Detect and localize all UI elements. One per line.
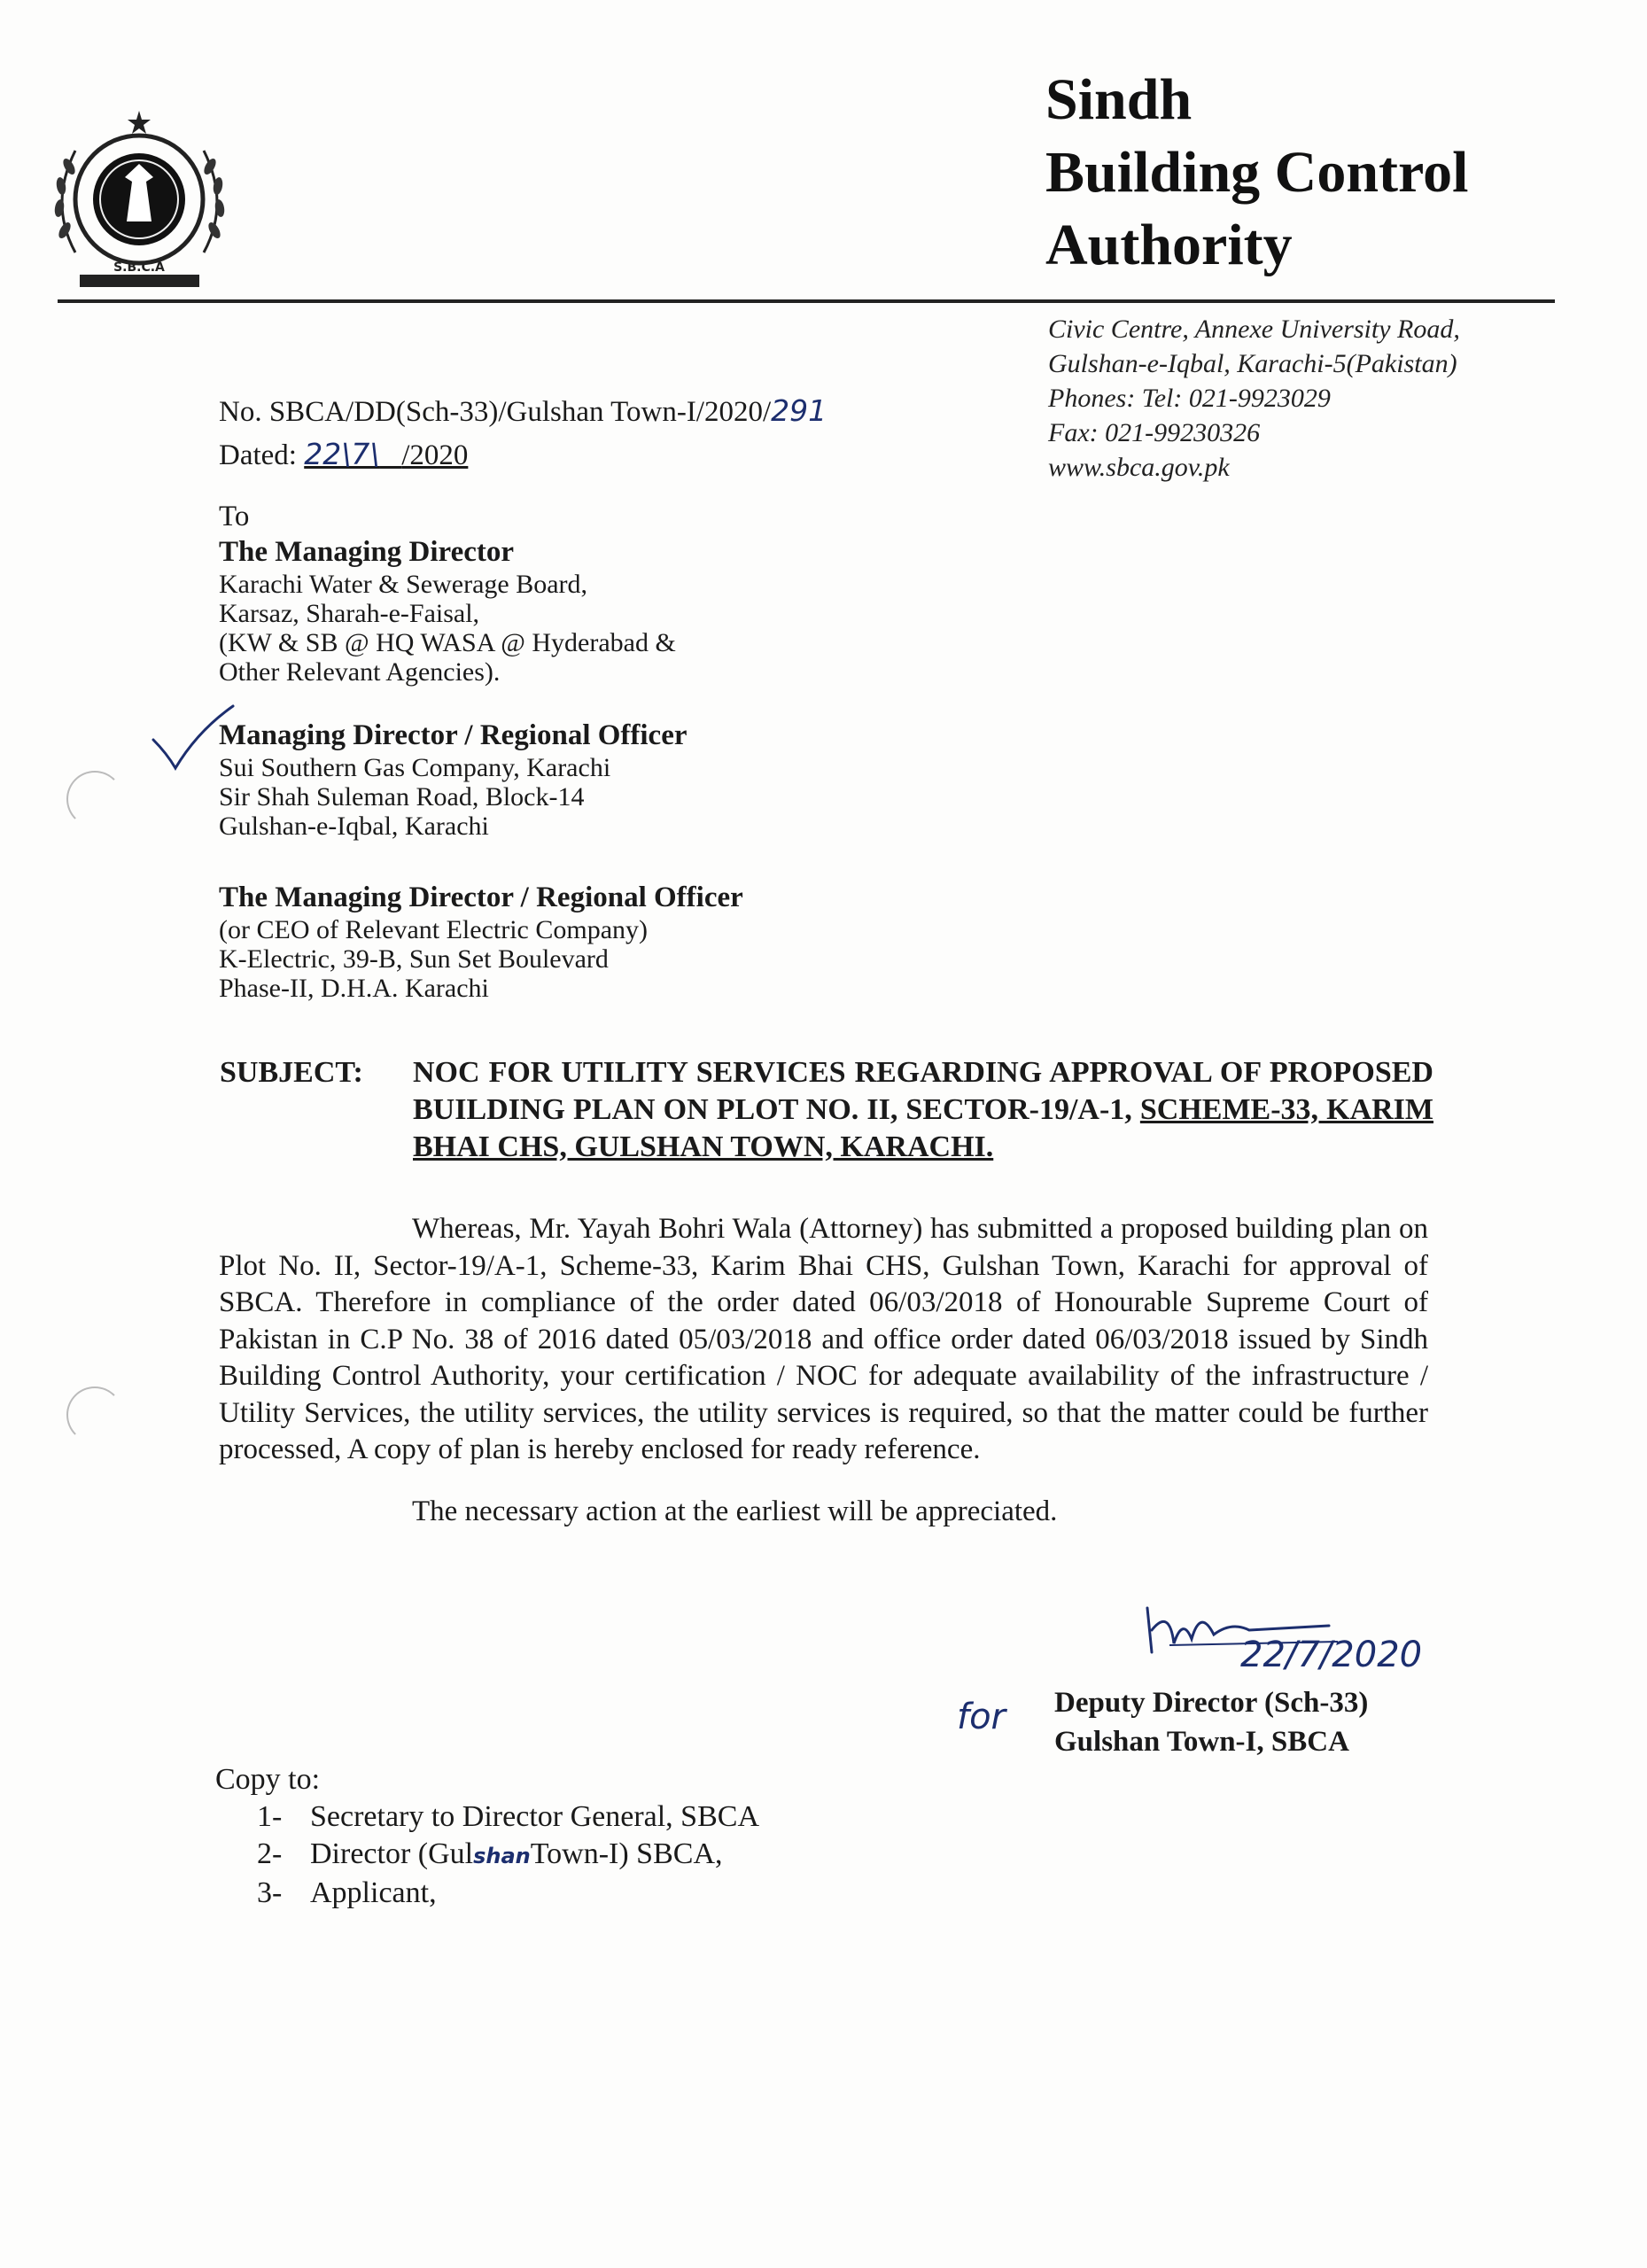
recipient-block xyxy=(219,718,688,841)
subject-label: SUBJECT: xyxy=(220,1056,363,1089)
list-item xyxy=(257,1875,759,1912)
subject-text xyxy=(413,1054,1433,1166)
for-mark-handwritten: for xyxy=(957,1697,1006,1737)
subject-line: NOC FOR UTILITY SERVICES REGARDING APPROVAL OF PROPOSED BUILDING PLAN ON PLOT NO. II, SECTOR-19/A-1, xyxy=(413,1056,1433,1126)
reference-number-handwritten: 291 xyxy=(771,393,827,428)
recipient-line: Phase-II, D.H.A. Karachi xyxy=(219,974,489,1003)
website-link[interactable]: www.sbca.gov.pk xyxy=(1048,453,1230,482)
reference-date xyxy=(219,433,827,477)
address-line: Civic Centre, Annexe University Road, xyxy=(1048,315,1460,344)
recipient-block xyxy=(219,880,743,1003)
recipient-line: Sui Southern Gas Company, Karachi xyxy=(219,753,611,782)
signature-date-handwritten: 22/7/2020 xyxy=(1240,1635,1423,1675)
recipient-line: (or CEO of Relevant Electric Company) xyxy=(219,915,649,944)
list-number: 3- xyxy=(257,1876,283,1909)
list-text: Applicant, xyxy=(310,1876,437,1909)
body-paragraph: Whereas, Mr. Yayah Bohri Wala (Attorney) has submitted a proposed building plan on Plot No. II, Sector-19/A-1, Scheme-33, Karim Bhai CHS, Gulshan Town, Karachi for approval of SBCA. Therefore in compliance of the order dated 06/03/2018 of Honourable Supreme Court of Pakistan in C.P No. 38 of 2016 dated 05/03/2018 and office order dated 06/03/2018 issued by Sindh Building Control Authority, your certification / NOC for adequate availability of the infrastructure / Utility Services, the utility services, the utility services is required, so that the matter could be further processed, A copy of plan is hereby enclosed for ready reference. xyxy=(219,1213,1428,1465)
signatory-block xyxy=(1054,1683,1368,1761)
list-number: 1- xyxy=(257,1800,283,1833)
list-text-handwritten: shan xyxy=(473,1844,531,1868)
to-label: To xyxy=(219,501,250,532)
reference-number xyxy=(219,390,827,433)
recipient-line: Sir Shah Suleman Road, Block-14 xyxy=(219,782,585,812)
org-name-line: Sindh xyxy=(1045,67,1193,132)
header-divider xyxy=(58,299,1555,303)
recipient-line: Gulshan-e-Iqbal, Karachi xyxy=(219,812,489,841)
phone-line: Phones: Tel: 021-9923029 xyxy=(1048,384,1331,413)
list-text: Director (Gul xyxy=(310,1837,474,1870)
contact-block xyxy=(1048,312,1460,485)
fax-line: Fax: 021-99230326 xyxy=(1048,418,1261,447)
punch-hole-mark xyxy=(66,771,123,827)
signatory-office: Gulshan Town-I, SBCA xyxy=(1054,1726,1349,1758)
recipient-heading: The Managing Director / Regional Officer xyxy=(219,882,743,913)
closing-line: The necessary action at the earliest will be appreciated. xyxy=(412,1495,1058,1527)
org-name-line: Authority xyxy=(1045,213,1293,277)
recipient-heading: Managing Director / Regional Officer xyxy=(219,719,688,751)
reference-number-printed: No. SBCA/DD(Sch-33)/Gulshan Town-I/2020/ xyxy=(219,396,772,428)
logo-lettering: S.B.C.A xyxy=(113,260,165,275)
subject-line-underlined: SCHEME-33, KARIM BHAI CHS, GULSHAN TOWN, KARACHI. xyxy=(413,1093,1433,1163)
recipient-line: K-Electric, 39-B, Sun Set Boulevard xyxy=(219,944,609,974)
recipient-line: (KW & SB @ HQ WASA @ Hyderabad & xyxy=(219,628,676,657)
recipient-line: Karachi Water & Sewerage Board, xyxy=(219,570,588,599)
dated-year: /2020 xyxy=(401,439,469,471)
letter-body xyxy=(219,1211,1428,1469)
dated-handwritten: 22\7\ xyxy=(304,437,380,471)
org-name-line: Building Control xyxy=(1045,140,1469,205)
subject-block xyxy=(220,1054,1433,1166)
reference-block xyxy=(219,390,827,477)
punch-hole-mark xyxy=(66,1386,123,1443)
signatory-title: Deputy Director (Sch-33) xyxy=(1054,1687,1369,1719)
list-text: Town-I) SBCA, xyxy=(530,1837,723,1870)
list-text: Secretary to Director General, SBCA xyxy=(310,1800,759,1833)
dated-label: Dated: xyxy=(219,439,297,471)
list-number: 2- xyxy=(257,1837,283,1870)
organization-name xyxy=(1045,64,1468,282)
address-line: Gulshan-e-Iqbal, Karachi-5(Pakistan) xyxy=(1048,349,1457,378)
recipient-heading: The Managing Director xyxy=(219,536,515,568)
list-item xyxy=(257,1798,759,1836)
recipient-block xyxy=(219,534,676,687)
list-item xyxy=(257,1836,759,1875)
recipient-line: Karsaz, Sharah-e-Faisal, xyxy=(219,599,480,628)
recipient-line: Other Relevant Agencies). xyxy=(219,657,501,687)
dated-value xyxy=(304,439,468,471)
copy-to-list xyxy=(257,1798,759,1912)
copy-to-label: Copy to: xyxy=(215,1763,321,1796)
sbca-logo-seal xyxy=(40,97,239,301)
